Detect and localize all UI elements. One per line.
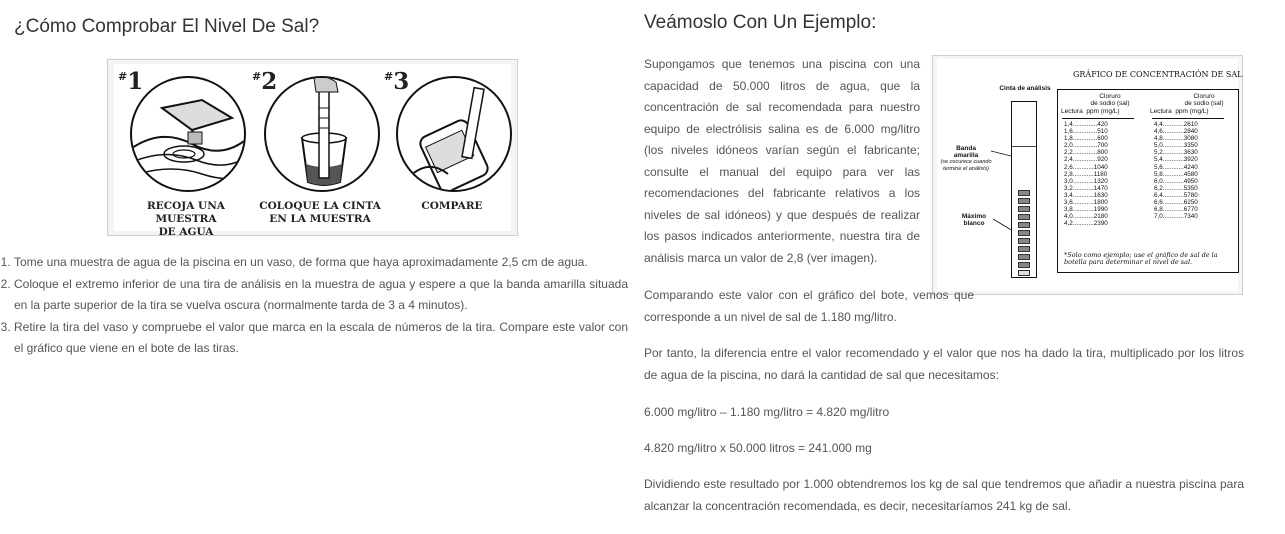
collect-sample-drawing [130, 76, 246, 192]
band-label: Banda amarilla [953, 145, 979, 159]
list-item: 2. Coloque el extremo inferior de una tira de análisis en la muestra de agua y espere a que la banda amarilla situada en la parte superior de la tira se vuelva oscura (normalmente tarda de 3 a 4 minutos). [14, 274, 628, 317]
calculation-2: 4.820 mg/litro x 50.000 litros = 241.000 mg [644, 441, 872, 455]
chart-note: *Solo como ejemplo; use el gráfico de sal de la botella para determinar el nivel de sal. [1064, 251, 1218, 266]
readings-left: 1,4..............420 1,6..............510 1,8..............600 2,0..............700 2,2..............800 2,4..............920 2,6............1040 2,8............1180 3,0............1320 3,2............1470 3,4............1630 3,6............1800 3,8............1990 4,0............2180 4,2............2390 [1064, 121, 1108, 228]
instructions-list [0, 252, 628, 360]
step-2-caption: COLOQUE LA CINTA EN LA MUESTRA [259, 200, 381, 225]
step-1-illustration: #1 RECOJA UNA MUESTRA DE AGUA [116, 64, 246, 232]
place-strip-drawing [264, 76, 380, 192]
compare-drawing [396, 76, 512, 192]
strip-label: Cinta de análisis [999, 85, 1051, 92]
concentration-table [1057, 89, 1239, 273]
max-white-label: Máximo blanco [961, 213, 987, 227]
example-paragraph-2: Comparando este valor con el gráfico del bote, vemos que corresponde a un nivel de sal de 1.180 mg/litro. [644, 288, 974, 324]
list-item: 1. Tome una muestra de agua de la piscina en un vaso, de forma que haya aproximadamente 2,5 cm de agua. [14, 252, 628, 274]
example-paragraph-3: Por tanto, la diferencia entre el valor recomendado y el valor que nos ha dado la tira, multiplicado por los litros de agua de la piscina, no dará la cantidad de sal que necesitamos: [644, 346, 1244, 382]
salt-concentration-chart-image [932, 55, 1243, 295]
step-3-caption: COMPARE [421, 200, 483, 212]
section-heading-check-salt: ¿Cómo Comprobar El Nivel De Sal? [14, 16, 320, 37]
column-header: Cloruro de sodio (sal) [1090, 93, 1130, 107]
step-2-illustration: #2 COLOQUE LA CINTA EN LA MUESTRA [250, 64, 380, 232]
step-number: 3 [393, 68, 410, 95]
readings-right: 4,4............2610 4,6............2840 4,8............3080 5,0............3350 5,2............3630 5,4............3920 5,6............4240 5,8............4580 6,0............4950 6,2............5350 6,4............5780 6,6............6250 6,8............6770 7,0............7340 [1154, 121, 1198, 221]
step-number: 2 [261, 68, 278, 95]
column-header: Cloruro de sodio (sal) [1184, 93, 1224, 107]
band-note: (se oscurece cuando termine el análisis) [940, 159, 992, 172]
column-subheader: Lectura ppm (mg/L) [1061, 108, 1120, 115]
test-strip-drawing [1011, 101, 1037, 278]
salt-test-illustration [107, 59, 518, 236]
chart-image-title: GRÁFICO DE CONCENTRACIÓN DE SAL [1073, 70, 1243, 79]
calculation-1: 6.000 mg/litro – 1.180 mg/litro = 4.820 mg/litro [644, 405, 890, 419]
step-number: 1 [127, 68, 144, 95]
step-1-caption: RECOJA UNA MUESTRA DE AGUA [147, 200, 225, 238]
example-paragraph-1: Supongamos que tenemos una piscina con una capacidad de 50.000 litros de agua, que la concentración de sal recomendada para nuestro equipo de electrólisis salina es de 6.000 mg/litro (los niveles idóneos varían según el fabricante; consulte el manual del equipo para ver las recomendaciones del fabricante relativos a los niveles de sal idóneos) y que después de realizar los pasos indicados anteriormente, nuestra tira de análisis marca un valor de 2,8 (ver imagen). [644, 57, 920, 265]
list-item: 3. Retire la tira del vaso y compruebe el valor que marca en la escala de números de la tira. Compare este valor con el gráfico que viene en el bote de las tiras. [14, 317, 628, 360]
step-3-illustration: #3 COMPARE [382, 64, 512, 232]
section-heading-example: Veámoslo Con Un Ejemplo: [644, 12, 877, 33]
example-paragraph-conclusion: Dividiendo este resultado por 1.000 obtendremos los kg de sal que tendremos que añadir a nuestra piscina para alcanzar la concentración recomendada, es decir, necesitaríamos 241 kg de sal. [644, 477, 1244, 513]
column-subheader: Lectura ppm (mg/L) [1150, 108, 1209, 115]
